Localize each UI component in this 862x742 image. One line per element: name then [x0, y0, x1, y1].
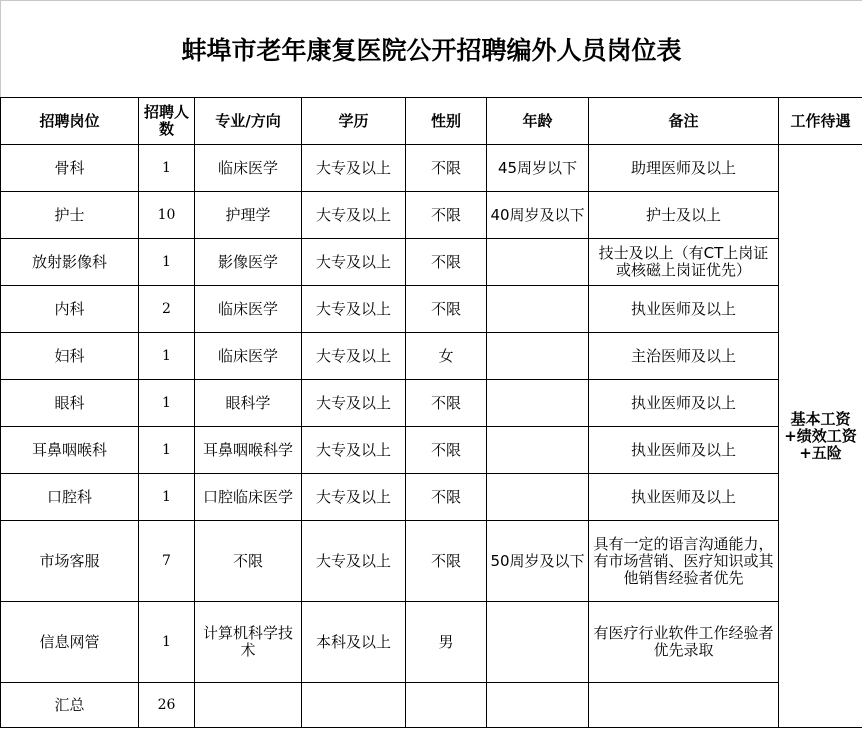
- header-education: 学历: [302, 98, 406, 145]
- cell-age: [487, 427, 589, 474]
- table-row: [1, 474, 862, 521]
- table-row: [1, 239, 862, 286]
- header-note: 备注: [589, 98, 779, 145]
- cell-post: 信息网管: [1, 602, 139, 683]
- empty-cell: [302, 683, 406, 728]
- cell-education: 大专及以上: [302, 286, 406, 333]
- cell-note: 具有一定的语言沟通能力，有市场营销、医疗知识或其他销售经验者优先: [589, 521, 779, 602]
- cell-age: [487, 380, 589, 427]
- cell-gender: 不限: [406, 286, 487, 333]
- cell-note: 主治医师及以上: [589, 333, 779, 380]
- cell-post: 眼科: [1, 380, 139, 427]
- cell-gender: 不限: [406, 474, 487, 521]
- cell-note: 执业医师及以上: [589, 474, 779, 521]
- positions-table: [0, 97, 862, 728]
- cell-gender: 男: [406, 602, 487, 683]
- cell-age: 40周岁及以下: [487, 192, 589, 239]
- cell-age: [487, 474, 589, 521]
- cell-age: [487, 333, 589, 380]
- cell-gender: 女: [406, 333, 487, 380]
- total-label: 汇总: [1, 683, 139, 728]
- header-age: 年龄: [487, 98, 589, 145]
- cell-post: 耳鼻咽喉科: [1, 427, 139, 474]
- table-row: [1, 192, 862, 239]
- empty-cell: [195, 683, 302, 728]
- table-row: [1, 380, 862, 427]
- table-row: [1, 602, 862, 683]
- cell-gender: 不限: [406, 239, 487, 286]
- cell-major: 口腔临床医学: [195, 474, 302, 521]
- cell-count: 2: [139, 286, 195, 333]
- table-row: [1, 427, 862, 474]
- header-major: 专业/方向: [195, 98, 302, 145]
- cell-count: 1: [139, 239, 195, 286]
- table-row: [1, 333, 862, 380]
- cell-age: [487, 286, 589, 333]
- cell-benefit: 基本工资+绩效工资+五险: [779, 145, 862, 728]
- cell-count: 1: [139, 145, 195, 192]
- cell-education: 本科及以上: [302, 602, 406, 683]
- header-gender: 性别: [406, 98, 487, 145]
- cell-major: 耳鼻咽喉科学: [195, 427, 302, 474]
- table-row: [1, 286, 862, 333]
- cell-education: 大专及以上: [302, 239, 406, 286]
- table-header-row: [1, 98, 862, 145]
- cell-post: 护士: [1, 192, 139, 239]
- cell-age: [487, 239, 589, 286]
- cell-major: 护理学: [195, 192, 302, 239]
- cell-age: 50周岁及以下: [487, 521, 589, 602]
- cell-education: 大专及以上: [302, 145, 406, 192]
- cell-count: 1: [139, 380, 195, 427]
- cell-gender: 不限: [406, 380, 487, 427]
- cell-education: 大专及以上: [302, 474, 406, 521]
- cell-major: 眼科学: [195, 380, 302, 427]
- cell-age: 45周岁以下: [487, 145, 589, 192]
- cell-note: 技士及以上（有CT上岗证或核磁上岗证优先）: [589, 239, 779, 286]
- cell-post: 内科: [1, 286, 139, 333]
- cell-note: 助理医师及以上: [589, 145, 779, 192]
- cell-major: 临床医学: [195, 286, 302, 333]
- cell-post: 妇科: [1, 333, 139, 380]
- total-row: [1, 683, 862, 728]
- cell-note: 执业医师及以上: [589, 427, 779, 474]
- cell-major: 计算机科学技术: [195, 602, 302, 683]
- cell-education: 大专及以上: [302, 427, 406, 474]
- cell-post: 口腔科: [1, 474, 139, 521]
- total-count: 26: [139, 683, 195, 728]
- cell-count: 1: [139, 333, 195, 380]
- cell-gender: 不限: [406, 145, 487, 192]
- cell-age: [487, 602, 589, 683]
- cell-gender: 不限: [406, 192, 487, 239]
- cell-major: 临床医学: [195, 145, 302, 192]
- page-title: 蚌埠市老年康复医院公开招聘编外人员岗位表: [0, 0, 862, 97]
- cell-gender: 不限: [406, 427, 487, 474]
- header-benefit: 工作待遇: [779, 98, 862, 145]
- cell-post: 骨科: [1, 145, 139, 192]
- cell-education: 大专及以上: [302, 521, 406, 602]
- cell-note: 有医疗行业软件工作经验者优先录取: [589, 602, 779, 683]
- cell-major: 临床医学: [195, 333, 302, 380]
- empty-cell: [406, 683, 487, 728]
- cell-count: 1: [139, 602, 195, 683]
- cell-count: 1: [139, 427, 195, 474]
- table-row: [1, 521, 862, 602]
- cell-gender: 不限: [406, 521, 487, 602]
- header-post: 招聘岗位: [1, 98, 139, 145]
- empty-cell: [589, 683, 779, 728]
- cell-note: 执业医师及以上: [589, 286, 779, 333]
- cell-major: 不限: [195, 521, 302, 602]
- cell-education: 大专及以上: [302, 192, 406, 239]
- cell-post: 放射影像科: [1, 239, 139, 286]
- cell-count: 7: [139, 521, 195, 602]
- header-count: 招聘人数: [139, 98, 195, 145]
- table-row: [1, 145, 862, 192]
- cell-education: 大专及以上: [302, 333, 406, 380]
- cell-note: 护士及以上: [589, 192, 779, 239]
- cell-major: 影像医学: [195, 239, 302, 286]
- empty-cell: [487, 683, 589, 728]
- cell-count: 10: [139, 192, 195, 239]
- cell-education: 大专及以上: [302, 380, 406, 427]
- cell-note: 执业医师及以上: [589, 380, 779, 427]
- cell-count: 1: [139, 474, 195, 521]
- cell-post: 市场客服: [1, 521, 139, 602]
